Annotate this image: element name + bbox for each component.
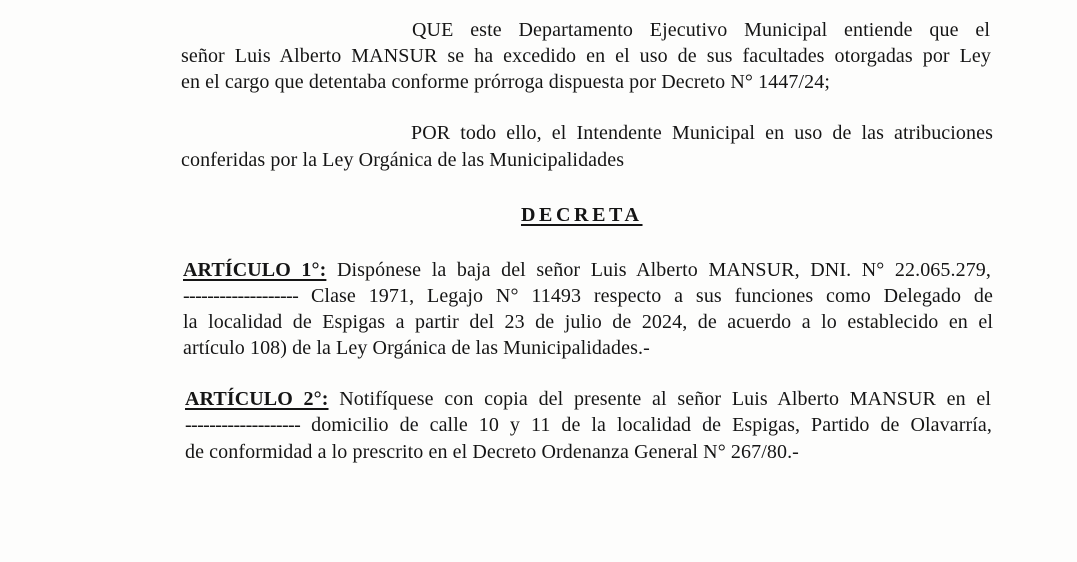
que-paragraph-line-3: en el cargo que detentaba conforme prórroga dispuesta por Decreto N° 1447/24; [181, 71, 830, 93]
article-2-line-3: de conformidad a lo prescrito en el Decreto Ordenanza General N° 267/80.- [185, 441, 799, 463]
article-2-text-2: domicilio de calle 10 y 11 de la localidad de Espigas, Partido de Olavarría, [311, 414, 992, 436]
article-2-line-2 [185, 413, 992, 437]
article-1-line-2 [183, 284, 993, 308]
article-2-label: ARTÍCULO 2°: [185, 388, 329, 410]
que-paragraph-line-1: QUE este Departamento Ejecutivo Municipal entiende que el [412, 19, 990, 41]
por-paragraph-line-1: POR todo ello, el Intendente Municipal en uso de las atribuciones [411, 122, 993, 144]
article-1-line-1 [183, 258, 991, 282]
decreta-heading: DECRETA [521, 204, 643, 226]
article-2-dashes: ------------------- [185, 414, 301, 436]
que-paragraph-line-2: señor Luis Alberto MANSUR se ha excedido en el uso de sus facultades otorgadas por Ley [181, 45, 991, 67]
article-1-label: ARTÍCULO 1°: [183, 259, 327, 281]
article-2-line-1 [185, 387, 991, 411]
article-1-dashes: ------------------- [183, 285, 299, 307]
por-paragraph-line-2: conferidas por la Ley Orgánica de las Municipalidades [181, 149, 625, 171]
article-1-line-4: artículo 108) de la Ley Orgánica de las Municipalidades.- [183, 337, 650, 359]
article-1-line-3: la localidad de Espigas a partir del 23 de julio de 2024, de acuerdo a lo establecido en el [183, 311, 993, 333]
article-1-text-2: Clase 1971, Legajo N° 11493 respecto a sus funciones como Delegado de [310, 285, 993, 307]
article-2-text-1: Notifíquese con copia del presente al señor Luis Alberto MANSUR en el [339, 388, 991, 410]
article-1-text-1: Dispónese la baja del señor Luis Alberto MANSUR, DNI. N° 22.065.279, [336, 259, 992, 281]
